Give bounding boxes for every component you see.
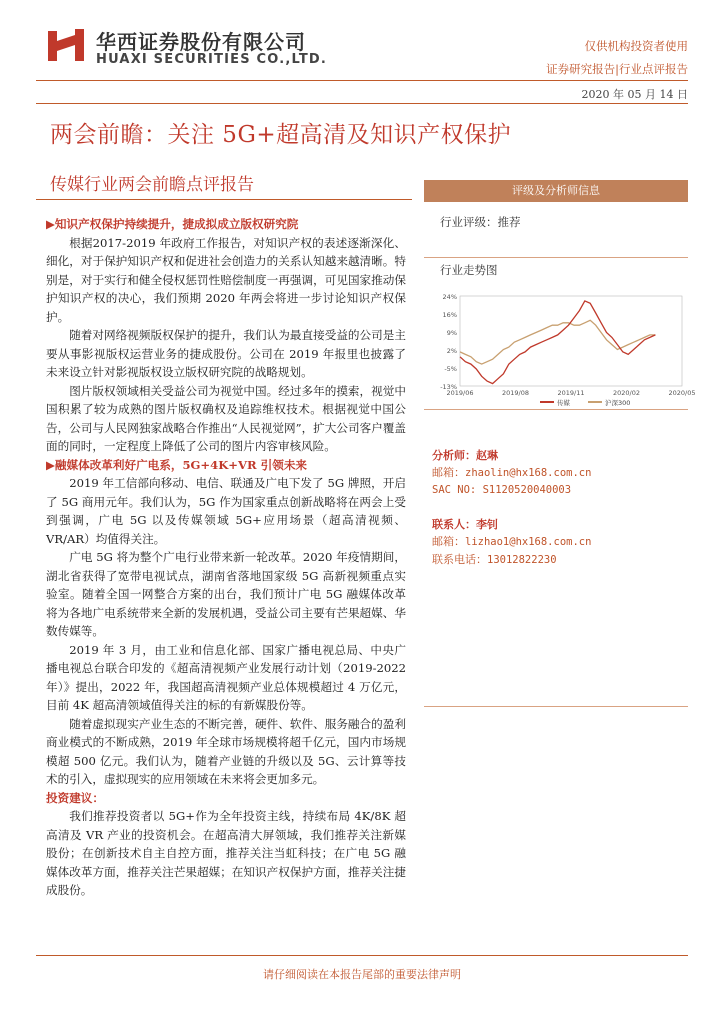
y-tick-label: -13% [440,383,457,391]
legend-label: 沪深300 [605,399,631,407]
page-subtitle: 传媒行业两会前瞻点评报告 [50,175,254,195]
company-name-en: HUAXI SECURITIES CO.,LTD. [96,52,328,67]
footer-divider [36,955,688,956]
trend-chart-label: 行业走势图 [440,263,498,277]
company-name-cn: 华西证券股份有限公司 [96,30,306,54]
y-tick-label: 16% [442,311,457,319]
audience-tag: 仅供机构投资者使用 [584,39,688,53]
report-body [46,215,406,900]
legal-notice: 请仔细阅读在本报告尾部的重要法律声明 [263,968,461,981]
paragraph: 2019 年工信部向移动、电信、联通及广电下发了 5G 牌照，开启了 5G 商用元年。我们认为，5G 作为国家重点创新战略将在两会上受到强调，广电 5G 以及传媒领域 5G+应用场景（超高清视频、VR/AR）均值得关注。 [46,476,406,546]
y-tick-label: 9% [446,329,457,337]
section-heading-invest: 投资建议： [46,790,104,805]
industry-rating: 行业评级：推荐 [440,215,521,229]
series-line-csi300 [460,320,655,364]
y-tick-label: -5% [444,365,457,373]
paragraph: 随着虚拟现实产业生态的不断完善，硬件、软件、服务融合的盈利商业模式的不断成熟，2019 年全球市场规模将超千亿元，国内市场规模超 500 亿元。我们认为，随着产业链的升级以及 5G、云计算等技术的引入，虚拟现实的应用领域在未来将会更加多元。 [46,716,406,786]
legend-label: 传媒 [557,399,570,407]
subtitle-divider [36,199,412,200]
contact-email[interactable]: lizhao1@hx168.com.cn [465,536,592,548]
x-tick-label: 2020/05 [668,389,696,397]
paragraph: 广电 5G 将为整个广电行业带来新一轮改革。2020 年疫情期间，湖北省获得了宽带电视试点，湖南省落地国家级 5G 高新视频重点实验室。随着全国一网整合方案的出台，我们预计广电 5G 融媒体改革将为各地广电系统带来全新的发展机遇，受益公司主要有芒果超媒、华数传媒等。 [46,550,406,638]
paragraph: 我们推荐投资者以 5G+作为全年投资主线，持续布局 4K/8K 超高清及 VR 产业的投资机会。在超高清大屏领域，我们推荐关注新媒股份；在创新技术自主自控方面，推荐关注当虹科技；在广电 5G 融媒体改革方面，推荐关注芒果超媒；在知识产权保护方面，推荐关注捷成股份。 [46,809,406,897]
section-heading-ip: ▶知识产权保护持续提升，捷成拟成立版权研究院 [46,217,299,231]
chart-frame [460,296,682,386]
section-heading-5g: ▶融媒体改革利好广电系，5G+4K+VR 引领未来 [46,457,308,472]
report-date: 2020 年 05 月 14 日 [581,88,688,101]
analyst-name: 分析师：赵琳 [432,449,498,462]
x-tick-label: 2019/11 [557,389,585,397]
sidebar-divider [424,257,688,258]
x-tick-label: 2019/06 [446,389,474,397]
paragraph: 图片版权领域相关受益公司为视觉中国。经过多年的摸索，视觉中国积累了较为成熟的图片版权确权及追踪维权技术。根据视觉中国公告，公司与人民网独家战略合作推出“人民视觉网”，扩大公司客户覆盖面的同时，一定程度上降低了公司的图片内容审核风险。 [46,383,406,453]
analyst-email[interactable]: zhaolin@hx168.com.cn [465,467,592,479]
email-label: 邮箱： [432,535,465,548]
x-tick-label: 2019/08 [501,389,530,397]
huaxi-logo-icon [46,27,86,63]
trend-chart [430,288,696,407]
series-line-media [460,301,655,384]
paragraph: 2019 年 3 月，由工业和信息化部、国家广播电视总局、中央广播电视总台联合印发的《超高清视频产业发展行动计划（2019-2022 年）》提出，2022 年，我国超高清视频产业总体规模超过 4 万亿元，目前 4K 超高清领域值得关注的标的有新媒股份等。 [46,642,406,712]
sidebar-divider [424,409,688,410]
contact-info [432,516,591,569]
sac-number: SAC NO: S1120520040003 [432,484,572,496]
analyst-info [432,447,591,499]
contact-name: 联系人：李钊 [432,518,498,531]
phone-label: 联系电话： [432,553,487,566]
report-type-tag: 证券研究报告|行业点评报告 [546,62,688,76]
header-divider [36,80,688,81]
contact-phone: 13012822230 [487,554,557,566]
page-title: 两会前瞻：关注 5G+超高清及知识产权保护 [50,122,512,148]
y-tick-label: 2% [446,347,457,355]
sidebar-divider [424,706,688,707]
email-label: 邮箱： [432,466,465,479]
paragraph: 根据2017-2019 年政府工作报告，对知识产权的表述逐渐深化、细化，对于保护知识产权和促进社会创造力的关系认知越来越清晰。特别是，对于实行和健全侵权惩罚性赔偿制度一再强调，可见国家推动保护知识产权的决心，我们预期 2020 年两会将进一步讨论知识产权保护。 [46,235,406,324]
title-divider [36,103,688,104]
paragraph: 随着对网络视频版权保护的提升，我们认为最直接受益的公司是主要从事影视版权运营业务的捷成股份。公司在 2019 年报里也披露了未来设立针对影视版权设立版权研究院的战略规划。 [46,328,406,379]
x-tick-label: 2020/02 [612,389,641,397]
y-tick-label: 24% [442,293,457,301]
sidebar-header: 评级及分析师信息 [424,180,688,202]
